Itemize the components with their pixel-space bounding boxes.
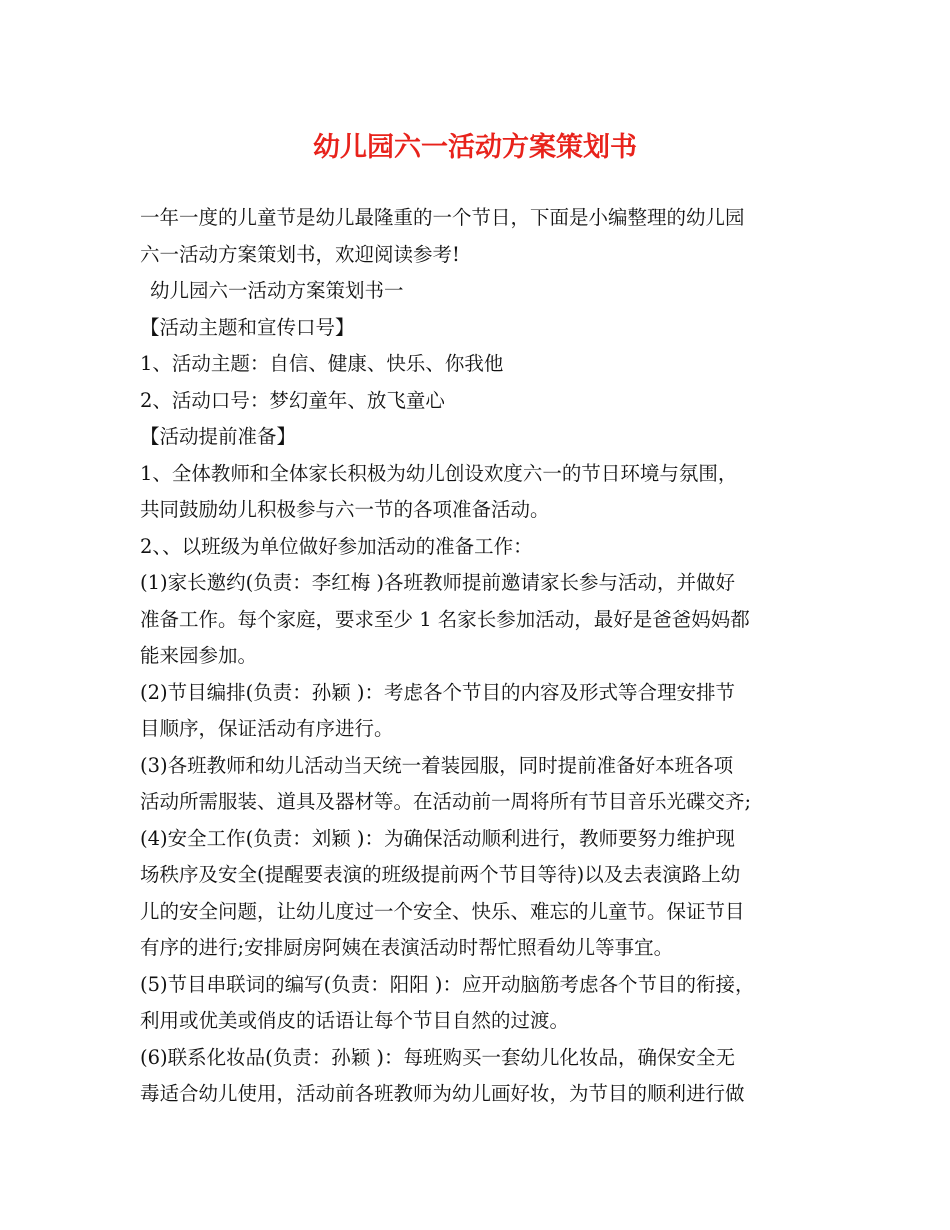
paragraph-line: (2)节目编排(负责：孙颖 )：考虑各个节目的内容及形式等合理安排节 bbox=[140, 680, 736, 704]
paragraph-line: 2、、以班级为单位做好参加活动的准备工作： bbox=[140, 534, 533, 558]
paragraph-line: 利用或优美或俏皮的话语让每个节目自然的过渡。 bbox=[140, 1009, 570, 1032]
paragraph-line: 1、活动主题：自信、健康、快乐、你我他 bbox=[140, 352, 504, 375]
paragraph-line: (3)各班教师和幼儿活动当天统一着装园服，同时提前准备好本班各项 bbox=[140, 753, 734, 777]
paragraph-line: 一年一度的儿童节是幼儿最隆重的一个节日，下面是小编整理的幼儿园 bbox=[140, 206, 745, 229]
paragraph-line: 能来园参加。 bbox=[140, 644, 258, 667]
document-body bbox=[140, 200, 820, 1113]
paragraph-line: 有序的进行;安排厨房阿姨在表演活动时帮忙照看幼儿等事宜。 bbox=[140, 936, 674, 959]
document-title: 幼儿园六一活动方案策划书 bbox=[313, 132, 637, 163]
paragraph-line: 六一活动方案策划书，欢迎阅读参考! bbox=[140, 242, 460, 266]
paragraph-line: 2、活动口号：梦幻童年、放飞童心 bbox=[140, 388, 445, 412]
paragraph-line: 准备工作。每个家庭，要求至少 1 名家长参加活动，最好是爸爸妈妈都 bbox=[140, 607, 750, 631]
subsection-heading: 【活动提前准备】 bbox=[140, 425, 297, 448]
subsection-heading: 【活动主题和宣传口号】 bbox=[140, 315, 355, 339]
paragraph-line: (4)安全工作(负责：刘颖 )：为确保活动顺利进行，教师要努力维护现 bbox=[140, 826, 736, 850]
section-heading: 幼儿园六一活动方案策划书一 bbox=[150, 279, 404, 302]
paragraph-line: 毒适合幼儿使用，活动前各班教师为幼儿画好妆，为节目的顺利进行做 bbox=[140, 1082, 745, 1105]
paragraph-line: 目顺序，保证活动有序进行。 bbox=[140, 717, 394, 740]
paragraph-line: 活动所需服装、道具及器材等。在活动前一周将所有节目音乐光碟交齐; bbox=[140, 790, 752, 813]
paragraph-line: 场秩序及安全(提醒要表演的班级提前两个节目等待)以及去表演路上幼 bbox=[140, 863, 741, 886]
paragraph-line: (5)节目串联词的编写(负责：阳阳 )：应开动脑筋考虑各个节目的衔接， bbox=[140, 972, 755, 996]
paragraph-line: 共同鼓励幼儿积极参与六一节的各项准备活动。 bbox=[140, 498, 550, 521]
paragraph-line: (6)联系化妆品(负责：孙颖 )：每班购买一套幼儿化妆品，确保安全无 bbox=[140, 1045, 736, 1069]
paragraph-line: 儿的安全问题，让幼儿度过一个安全、快乐、难忘的儿童节。保证节目 bbox=[140, 899, 745, 923]
paragraph-line: 1、全体教师和全体家长积极为幼儿创设欢度六一的节日环境与氛围， bbox=[140, 461, 738, 485]
paragraph-line: (1)家长邀约(负责：李红梅 )各班教师提前邀请家长参与活动，并做好 bbox=[140, 571, 736, 594]
